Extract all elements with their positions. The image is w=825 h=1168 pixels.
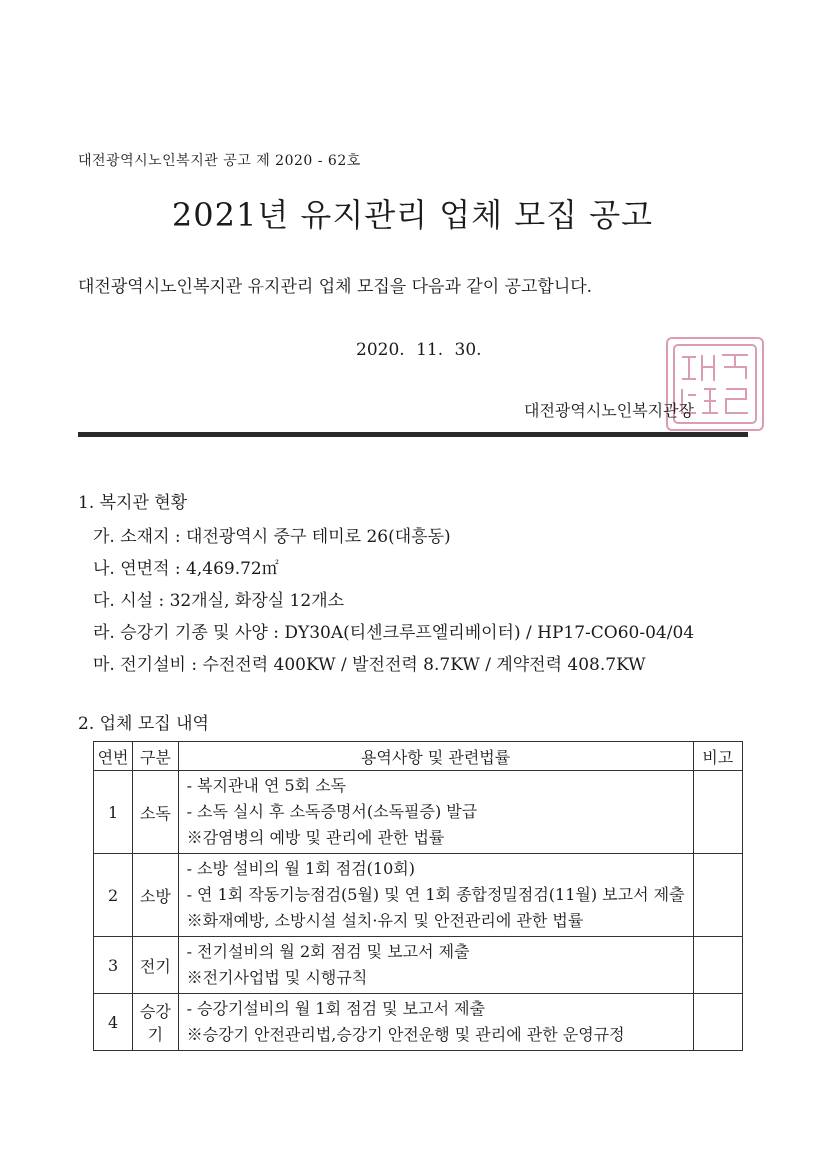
intro-text: 대전광역시노인복지관 유지관리 업체 모집을 다음과 같이 공고합니다.: [78, 277, 593, 297]
row-category: 전기: [133, 937, 178, 994]
row-category: 소방: [133, 854, 178, 937]
table-header-row: [94, 742, 743, 771]
description-line: - 전기설비의 월 2회 점검 및 보고서 제출: [186, 942, 470, 961]
description-line: ※화재예방, 소방시설 설치·유지 및 안전관리에 관한 법률: [186, 911, 584, 930]
facility-rooms: 다. 시설 : 32개실, 화장실 12개소: [93, 591, 345, 611]
facility-address: 가. 소재지 : 대전광역시 중구 테미로 26(대흥동): [93, 527, 451, 547]
row-no: 4: [94, 994, 133, 1051]
row-no: 3: [94, 937, 133, 994]
notice-number: 대전광역시노인복지관 공고 제 2020 - 62호: [78, 153, 361, 169]
row-no: 2: [94, 854, 133, 937]
divider-rule: [78, 432, 748, 437]
row-description: [178, 937, 693, 994]
row-category: 승강기: [133, 994, 178, 1051]
header-category: 구분: [133, 742, 178, 771]
description-line: - 복지관내 연 5회 소독: [186, 776, 347, 795]
row-description: [178, 854, 693, 937]
page-title: 2021년 유지관리 업체 모집 공고: [171, 196, 654, 234]
table-row: [94, 994, 743, 1051]
description-line: - 소방 설비의 월 1회 점검(10회): [186, 859, 415, 878]
row-description: [178, 994, 693, 1051]
section2-title: 2. 업체 모집 내역: [78, 714, 209, 734]
issuer-name: 대전광역시노인복지관장: [524, 401, 695, 420]
row-category: 소독: [133, 771, 178, 854]
table-row: [94, 937, 743, 994]
description-line: - 소독 실시 후 소독증명서(소독필증) 발급: [186, 802, 478, 821]
section1-title: 1. 복지관 현황: [78, 493, 188, 513]
recruitment-table: [93, 741, 743, 1051]
description-line: - 승강기설비의 월 1회 점검 및 보고서 제출: [186, 999, 486, 1018]
facility-floor-area: 나. 연면적 : 4,469.72㎡: [93, 559, 279, 579]
row-note: [693, 771, 742, 854]
row-note: [693, 937, 742, 994]
notice-date: 2020. 11. 30.: [356, 340, 482, 360]
table-row: [94, 771, 743, 854]
row-note: [693, 854, 742, 937]
header-note: 비고: [693, 742, 742, 771]
header-services: 용역사항 및 관련법률: [178, 742, 693, 771]
description-line: ※감염병의 예방 및 관리에 관한 법률: [186, 828, 445, 847]
table-row: [94, 854, 743, 937]
description-line: ※전기사업법 및 시행규칙: [186, 968, 368, 987]
row-note: [693, 994, 742, 1051]
description-line: ※승강기 안전관리법,승강기 안전운행 및 관리에 관한 운영규정: [186, 1025, 625, 1044]
row-description: [178, 771, 693, 854]
header-no: 연번: [94, 742, 133, 771]
description-line: - 연 1회 작동기능점검(5월) 및 연 1회 종합정밀점검(11월) 보고서 제출: [186, 885, 685, 904]
facility-elevator: 라. 승강기 기종 및 사양 : DY30A(티센크루프엘리베이터) / HP17-CO60-04/04: [93, 623, 695, 643]
row-no: 1: [94, 771, 133, 854]
facility-electric: 마. 전기설비 : 수전전력 400KW / 발전전력 8.7KW / 계약전력 408.7KW: [93, 655, 646, 675]
